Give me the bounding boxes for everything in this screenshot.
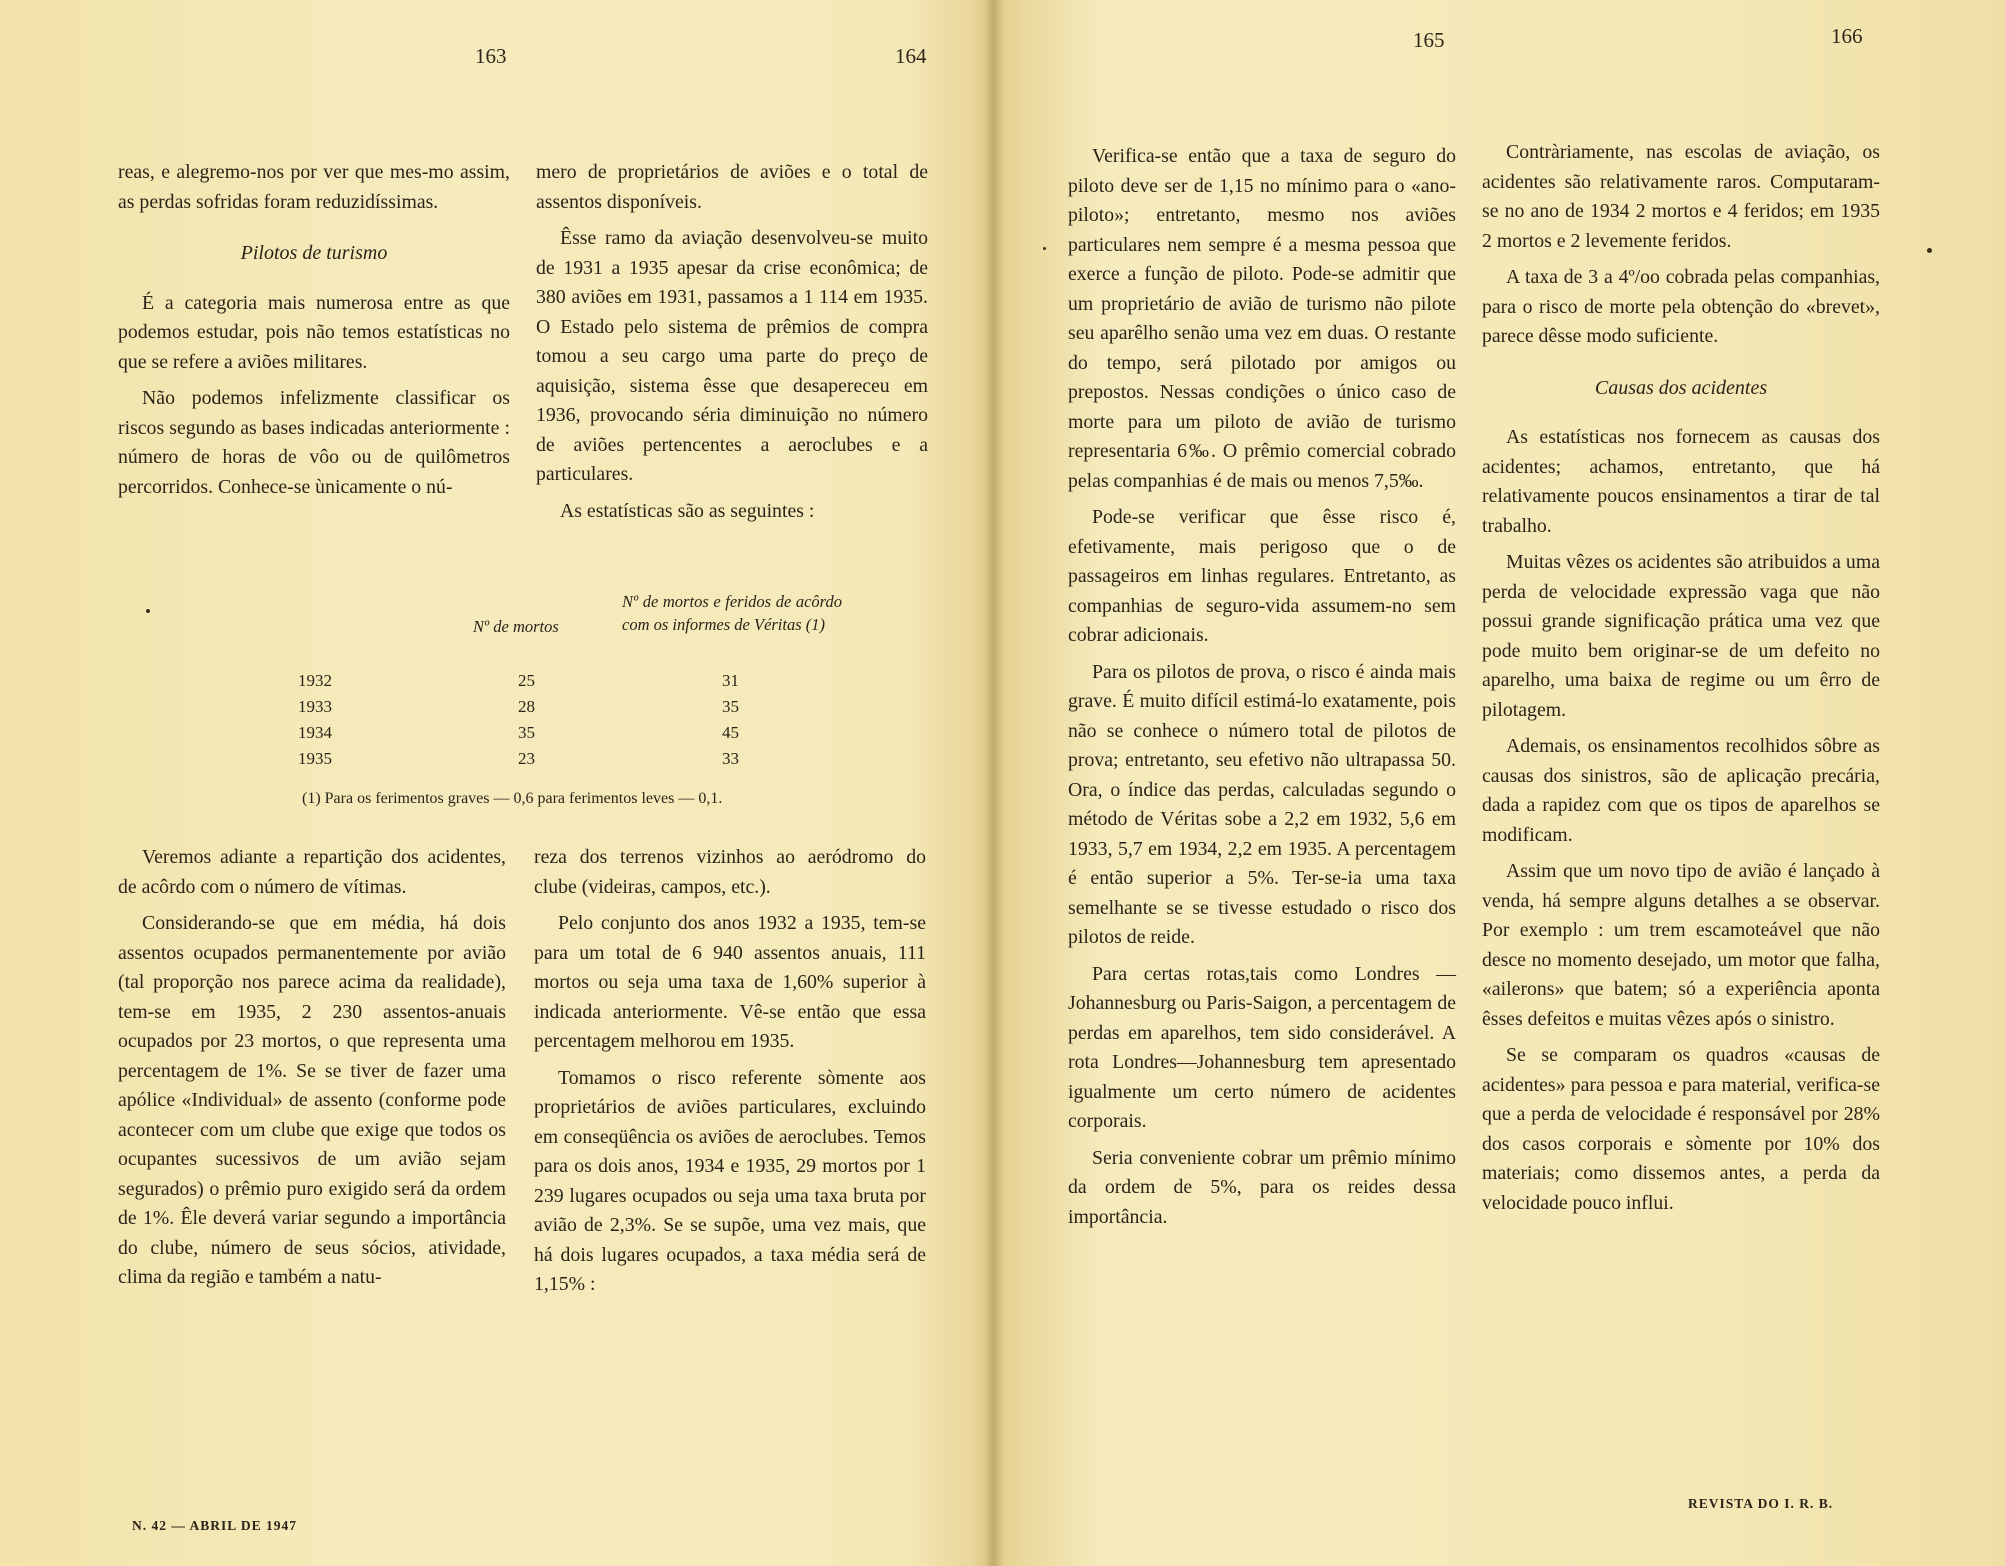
paragraph: Tomamos o risco referente sòmente aos proprietários de aviões particulares, excluindo em conseqüência os aviões de aeroclubes. Temos para os dois anos, 1934 e 1935, 29 mortos por 1 239 lugares ocupados ou seja uma taxa bruta por avião de 2,3%. Se se supõe, uma vez mais, que há dois lugares ocupados, a taxa média será de 1,15% : <box>534 1066 926 1295</box>
table-cell-year: 1934 <box>298 723 332 742</box>
footer-issue-date: N. 42 — ABRIL DE 1947 <box>132 1518 298 1533</box>
table-cell-mortos: 23 <box>518 749 535 768</box>
page165-col <box>1068 142 1456 1232</box>
page-number-166: 166 <box>1831 24 1863 48</box>
book-gutter <box>985 0 1003 1566</box>
table-cell-mortos: 25 <box>518 671 535 690</box>
table-footnote: (1) Para os ferimentos graves — 0,6 para ferimentos leves — 0,1. <box>302 790 723 807</box>
paragraph: Pode-se verificar que êsse risco é, efetivamente, mais perigoso que o de passageiros em linhas regulares. Entretanto, as companhias de seguro-vida assumem-no sem cobrar adicionais. <box>1068 506 1456 646</box>
table-cell-mortos: 35 <box>518 723 535 742</box>
paragraph: Pelo conjunto dos anos 1932 a 1935, tem-se para um total de 6 940 assentos anuais, 111 mortos ou seja uma taxa de 1,60% superior à indicada anteriormente. Vê-se então que essa percentagem melhorou em 1935. <box>534 912 926 1052</box>
table-cell-feridos: 31 <box>722 671 739 690</box>
page166-col <box>1482 138 1880 1218</box>
paragraph: Assim que um novo tipo de avião é lançado à venda, há sempre alguns detalhes a se observar. Por exemplo : um trem escamoteável que não desce no momento desejado, um motor que falha, «ailerons» que batem; só a experiência aponta êsses defeitos e muitas vêzes após o sinistro. <box>1482 860 1880 1030</box>
table-cell-mortos: 28 <box>518 697 535 716</box>
table-cell-year: 1933 <box>298 697 332 716</box>
paragraph: Para certas rotas,tais como Londres — Johannesburg ou Paris-Saigon, a percentagem de perdas em aparelhos, tem sido considerável. A rota Londres—Johannesburg tem apresentado igualmente um certo número de acidentes corporais. <box>1068 962 1456 1132</box>
paragraph: Ademais, os ensinamentos recolhidos sôbre as causas dos sinistros, são de aplicação precária, dada a rapidez com que os tipos de aparelhos se modificam. <box>1482 735 1880 846</box>
footer-journal-name: REVISTA DO I. R. B. <box>1688 1496 1834 1511</box>
table-cell-year: 1935 <box>298 749 332 768</box>
page163-col1-top <box>118 158 510 502</box>
table-cell-year: 1932 <box>298 671 332 690</box>
paragraph: As estatísticas nos fornecem as causas dos acidentes; achamos, entretanto, que há relativamente poucos ensinamentos a tirar de tal trabalho. <box>1482 426 1880 537</box>
scan-speck <box>1043 247 1046 250</box>
paragraph: Não podemos infelizmente classificar os riscos segundo as bases indicadas anteriormente : número de horas de vôo ou de quilômetros percorridos. Conhece-se ùnicamente o nú- <box>118 387 510 498</box>
section-heading-causas: Causas dos acidentes <box>1594 376 1768 399</box>
paragraph: Veremos adiante a repartição dos acidentes, de acôrdo com o número de vítimas. <box>118 846 506 898</box>
paragraph: Verifica-se então que a taxa de seguro do piloto deve ser de 1,15 no mínimo para o «ano-piloto»; entretanto, mesmo nos aviões particulares nem sempre é a mesma pessoa que exerce a função de piloto. Pode-se admitir que um proprietário de avião de turismo não pilote seu aparêlho senão uma vez em duas. O restante do tempo, será pilotado por amigos ou prepostos. Nessas condições o único caso de morte para um piloto de avião de turismo representaria 6‰. O prêmio comercial cobrado pelas companhias é de mais ou menos 7,5‰. <box>1068 145 1456 492</box>
page-number-164: 164 <box>895 44 927 68</box>
paragraph: reas, e alegremo-nos por ver que mes-mo assim, as perdas sofridas foram reduzidíssimas. <box>118 161 510 213</box>
scan-speck <box>1927 248 1932 253</box>
paragraph: mero de proprietários de aviões e o total de assentos disponíveis. <box>536 161 928 213</box>
scan-speck <box>146 609 150 613</box>
paragraph: Êsse ramo da aviação desenvolveu-se muito de 1931 a 1935 apesar da crise econômica; de 380 aviões em 1931, passamos a 1 114 em 1935. O Estado pelo sistema de prêmios de compra tomou a seu cargo uma parte do preço de aquisição, sistema êsse que desapereceu em 1936, provocando séria diminuição no número de aviões pertencentes a aeroclubes e a particulares. <box>536 227 928 485</box>
paragraph: Seria conveniente cobrar um prêmio mínimo da ordem de 5%, para os reides dessa importância. <box>1068 1146 1456 1228</box>
paragraph: Contràriamente, nas escolas de aviação, os acidentes são relativamente raros. Computaram-se no ano de 1934 2 mortos e 4 feridos; em 1935 2 mortos e 2 levemente feridos. <box>1482 141 1880 252</box>
table-header-feridos: Nº de mortos e feridos de acôrdo com os informes de Véritas (1) <box>622 592 842 634</box>
paragraph: reza dos terrenos vizinhos ao aeródromo do clube (videiras, campos, etc.). <box>534 846 926 898</box>
table-header-mortos: Nº de mortos <box>473 617 559 636</box>
page-number-163: 163 <box>475 44 507 68</box>
paragraph: As estatísticas são as seguintes : <box>560 499 815 522</box>
page164-col2-bottom <box>534 843 926 1300</box>
paragraph: A taxa de 3 a 4º/oo cobrada pelas companhias, para o risco de morte pela obtenção do «brevet», parece dêsse modo suficiente. <box>1482 266 1880 347</box>
page163-col1-bottom <box>118 843 506 1293</box>
section-heading-pilotos: Pilotos de turismo <box>240 242 388 264</box>
page164-col2-top <box>536 158 928 526</box>
paragraph: Se se comparam os quadros «causas de acidentes» para pessoa e para material, verifica-se que a perda de velocidade é responsável por 28% dos casos corporais e sòmente por 10% dos materiais; como dissemos antes, a perda da velocidade pouco influi. <box>1482 1044 1880 1214</box>
paragraph: Considerando-se que em média, há dois assentos ocupados permanentemente por avião (tal proporção nos parece acima da realidade), tem-se em 1935, 2 230 assentos-anuais ocupados por 23 mortos, o que representa uma percentagem de 1%. Se se tiver de fazer uma apólice «Individual» de assento (conforme pode acontecer com um clube que exige que todos os ocupantes sucessivos de um avião sejam segurados) o prêmio puro exigido será da ordem de 1%. Êle deverá variar segundo a importância do clube, número de seus sócios, atividade, clima da região e também a natu- <box>118 912 506 1288</box>
table-cell-feridos: 33 <box>722 749 739 768</box>
table-cell-feridos: 35 <box>722 697 739 716</box>
paragraph: É a categoria mais numerosa entre as que podemos estudar, pois não temos estatísticas no que se refere a aviões militares. <box>118 291 510 373</box>
paragraph: Muitas vêzes os acidentes são atribuidos a uma perda de velocidade expressão vaga que não possui grande significação prática uma vez que pode muito bem originar-se de um defeito no aparelho, uma baixa de regime ou um êrro de pilotagem. <box>1482 551 1880 721</box>
page-number-165: 165 <box>1413 28 1445 52</box>
table-cell-feridos: 45 <box>722 723 739 742</box>
paragraph: Para os pilotos de prova, o risco é ainda mais grave. É muito difícil estimá-lo exatamente, pois não se conhece o número total de pilotos de prova; entretanto, seu efetivo não ultrapassa 50. Ora, o índice das perdas, calculadas segundo o método de Véritas sobe a 2,2 em 1932, 5,6 em 1933, 5,7 em 1934, 2,2 em 1935. A percentagem é então superior a 5%. Ter-se-ia uma taxa semelhante se se tivesse estudado o risco dos pilotos de reide. <box>1068 660 1456 948</box>
